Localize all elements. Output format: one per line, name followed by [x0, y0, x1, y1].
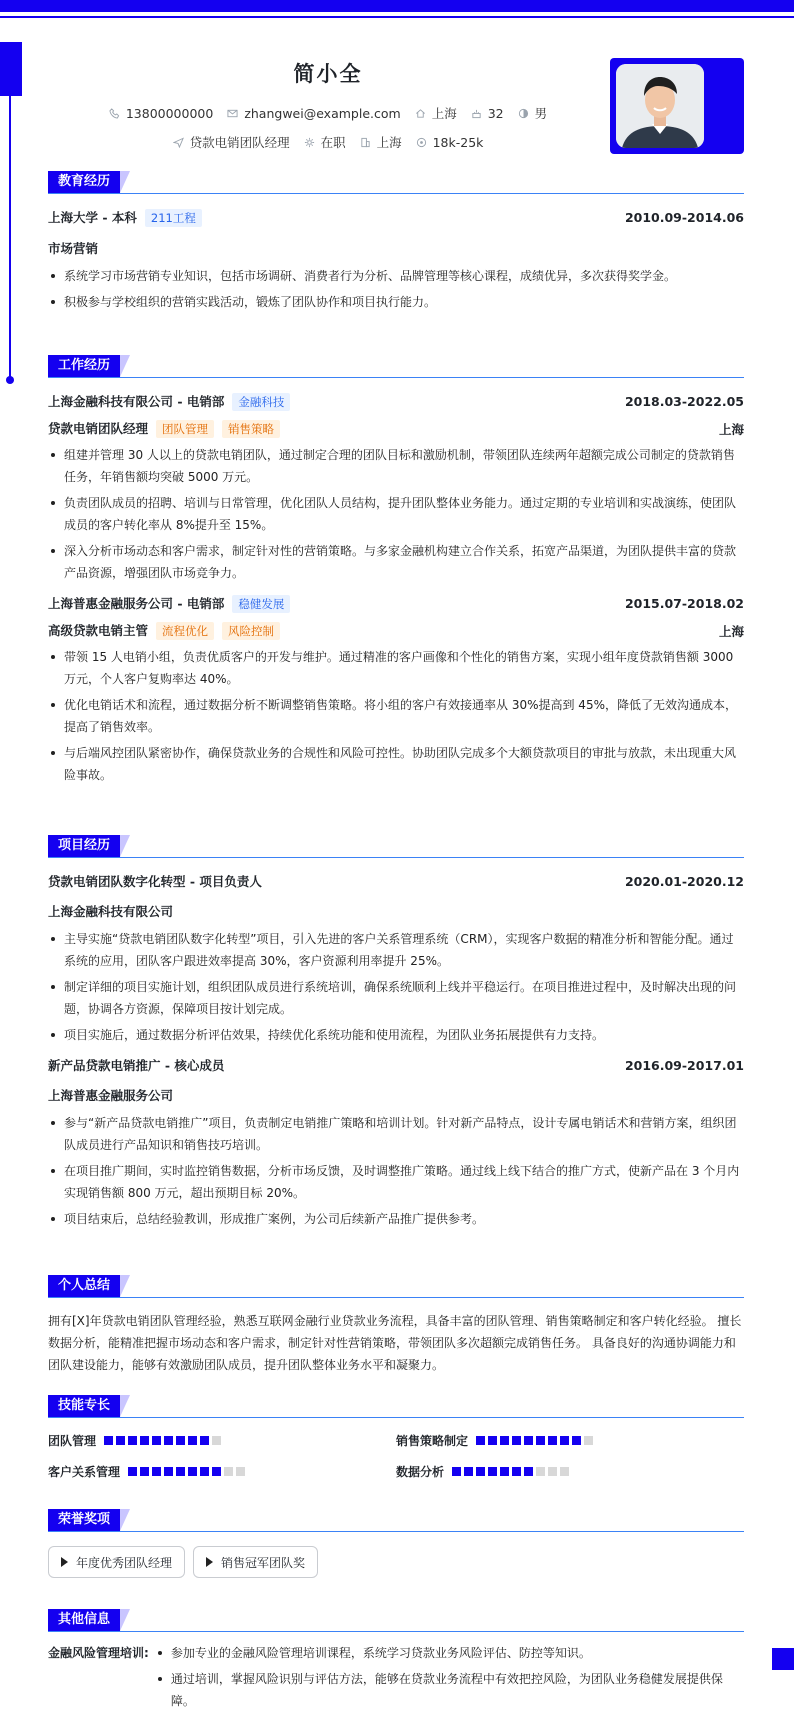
work-entry: [48, 594, 744, 786]
gender-text: 男: [534, 106, 548, 121]
list-item: 优化电销话术和流程，通过数据分析不断调整销售策略。将小组的客户有效接通率从 30%提高到 45%，降低了无效沟通成本，提高了销售效率。: [48, 694, 744, 738]
skills-grid: [48, 1432, 744, 1480]
work-entry-header: [48, 594, 744, 613]
right-accent-block: [772, 1648, 794, 1670]
skill-level-square: [176, 1467, 185, 1476]
gear-icon: [304, 137, 315, 148]
work-location: 上海: [718, 421, 744, 437]
top-accent-bar: [0, 0, 794, 12]
summary-text: 拥有[X]年贷款电销团队管理经验，熟悉互联网金融行业贷款业务流程，具备丰富的团队管理、销售策略制定和客户转化经验。 擅长数据分析，能精准把握市场动态和客户需求，制定针对性营销策略，带领团队多次超额完成销售任务。 具备良好的沟通协调能力和团队建设能力，能够有效激励团队成员，提升团队整体业务水平和凝聚力。: [48, 1314, 742, 1372]
skill-level-square: [464, 1467, 473, 1476]
project-company: 上海金融科技有限公司: [48, 904, 174, 919]
other-label: 金融风险管理培训:: [48, 1646, 149, 1660]
skill-level-bar: [476, 1436, 593, 1445]
skill-level-bar: [128, 1467, 245, 1476]
role-tag: 流程优化: [156, 622, 214, 640]
coin-icon: [416, 137, 427, 148]
skill-item: [48, 1463, 396, 1480]
other-title: 其他信息: [48, 1609, 120, 1631]
skill-item: [396, 1463, 744, 1480]
salary-text: 18k-25k: [432, 134, 484, 150]
project-date: 2020.01-2020.12: [624, 873, 744, 889]
skill-level-square: [188, 1436, 197, 1445]
play-icon: [61, 1557, 68, 1567]
skill-level-square: [212, 1436, 221, 1445]
work-bullets: [48, 444, 744, 584]
skills-heading: [48, 1394, 744, 1418]
top-accent-line: [0, 16, 794, 18]
project-date: 2016.09-2017.01: [624, 1057, 744, 1073]
skill-level-bar: [452, 1467, 569, 1476]
section-divider: [48, 1631, 744, 1632]
award-badge: [193, 1546, 318, 1578]
work-location: 上海: [718, 623, 744, 639]
left-accent-block: [0, 42, 22, 96]
school-tag: 211工程: [145, 209, 202, 227]
school-name: 上海大学 - 本科: [48, 210, 137, 225]
education-heading: [48, 170, 744, 194]
role-name: 贷款电销团队经理: [48, 421, 149, 436]
awards-title: 荣誉奖项: [48, 1509, 120, 1531]
status-info: [304, 133, 346, 151]
skill-level-square: [512, 1467, 521, 1476]
work-entry-header: [48, 392, 744, 411]
cake-icon: [471, 108, 482, 119]
section-divider: [48, 1531, 744, 1532]
profile-photo-frame: [610, 58, 744, 154]
contact-row: [48, 102, 608, 124]
list-item: 深入分析市场动态和客户需求，制定针对性的营销策略。与多家金融机构建立合作关系，拓宽产品渠道，为团队提供丰富的贷款产品资源，增强团队市场竞争力。: [48, 540, 744, 584]
list-item: 项目实施后，通过数据分析评估效果，持续优化系统功能和使用流程，为团队业务拓展提供有力支持。: [48, 1024, 744, 1046]
skill-level-square: [512, 1436, 521, 1445]
list-item: 在项目推广期间，实时监控销售数据，分析市场反馈，及时调整推广策略。通过线上线下结合的推广方式，使新产品在 3 个月内实现销售额 800 万元，超出预期目标 20%。: [48, 1160, 744, 1204]
section-divider: [48, 193, 744, 194]
skill-level-square: [176, 1436, 185, 1445]
skill-level-square: [200, 1436, 209, 1445]
award-badge: [48, 1546, 185, 1578]
skill-level-square: [584, 1436, 593, 1445]
salary-info: [416, 135, 484, 150]
education-section: [48, 170, 744, 317]
skill-level-square: [140, 1436, 149, 1445]
list-item: 与后端风控团队紧密协作，确保贷款业务的合规性和风险可控性。协助团队完成多个大额贷款项目的审批与放款，未出现重大风险事故。: [48, 742, 744, 786]
phone-text: 13800000000: [125, 105, 214, 121]
school-line: [48, 208, 202, 227]
company-name: 上海金融科技有限公司 - 电销部: [48, 394, 225, 409]
skill-level-square: [560, 1467, 569, 1476]
work-date: 2015.07-2018.02: [624, 596, 744, 611]
skill-level-square: [476, 1436, 485, 1445]
work-entry: [48, 392, 744, 584]
major-name: 市场营销: [48, 241, 99, 256]
list-item: 组建并管理 30 人以上的贷款电销团队，通过制定合理的团队目标和激励机制，带领团队连续两年超额完成公司制定的贷款销售任务，年销售额均突破 5000 万元。: [48, 444, 744, 488]
left-timeline-line: [9, 96, 11, 378]
job-city-info: [360, 133, 402, 151]
skill-level-square: [128, 1436, 137, 1445]
list-item: 负责团队成员的招聘、培训与日常管理，优化团队人员结构，提升团队整体业务能力。通过定期的专业培训和实战演练，使团队成员的客户转化率从 8%提升至 15%。: [48, 492, 744, 536]
list-item: 项目结束后，总结经验教训，形成推广案例，为公司后续新产品推广提供参考。: [48, 1208, 744, 1230]
job-row: [48, 131, 608, 153]
profile-photo: [616, 64, 704, 148]
project-bullets: [48, 928, 744, 1046]
skill-level-square: [212, 1467, 221, 1476]
status-text: 在职: [320, 135, 346, 150]
project-name: 贷款电销团队数字化转型 - 项目负责人: [48, 874, 262, 889]
work-section: [48, 354, 744, 790]
skill-name: 团队管理: [48, 1434, 97, 1448]
skill-level-square: [236, 1467, 245, 1476]
skill-level-square: [524, 1436, 533, 1445]
role-row: [48, 621, 744, 640]
company-name: 上海普惠金融服务公司 - 电销部: [48, 596, 225, 611]
section-divider: [48, 377, 744, 378]
skill-item: [396, 1432, 744, 1449]
project-company: 上海普惠金融服务公司: [48, 1088, 174, 1103]
work-title: 工作经历: [48, 355, 120, 377]
project-name: 新产品贷款电销推广 - 核心成员: [48, 1058, 225, 1073]
home-icon: [415, 108, 426, 119]
education-date: 2010.09-2014.06: [624, 210, 744, 225]
awards-list: [48, 1546, 744, 1578]
email-text: zhangwei@example.com: [244, 105, 401, 121]
job-city-text: 上海: [376, 135, 402, 150]
company-line: [48, 392, 290, 411]
education-entry-header: [48, 208, 744, 227]
section-divider: [48, 857, 744, 858]
skills-section: [48, 1394, 744, 1480]
email-info: [227, 106, 400, 121]
skills-title: 技能专长: [48, 1395, 120, 1417]
mail-icon: [227, 108, 238, 119]
skill-level-square: [224, 1467, 233, 1476]
list-item: 带领 15 人电销小组，负责优质客户的开发与维护。通过精准的客户画像和个性化的销售方案，实现小组年度贷款销售额 3000 万元，个人客户复购率达 40%。: [48, 646, 744, 690]
list-item: 系统学习市场营销专业知识，包括市场调研、消费者行为分析、品牌管理等核心课程，成绩优异，多次获得奖学金。: [48, 265, 744, 287]
skill-level-square: [188, 1467, 197, 1476]
work-date: 2018.03-2022.05: [624, 394, 744, 409]
skill-level-square: [152, 1467, 161, 1476]
resume-header: [48, 58, 608, 160]
projects-title: 项目经历: [48, 835, 120, 857]
skill-level-square: [164, 1436, 173, 1445]
skill-level-square: [500, 1436, 509, 1445]
company-line: [48, 594, 290, 613]
skill-level-square: [152, 1436, 161, 1445]
list-item: 参加专业的金融风险管理培训课程，系统学习贷款业务风险评估、防控等知识。: [155, 1642, 744, 1664]
skill-level-square: [500, 1467, 509, 1476]
skill-level-square: [572, 1436, 581, 1445]
summary-section: [48, 1274, 744, 1376]
project-entry-header: [48, 872, 744, 890]
list-item: 制定详细的项目实施计划，组织团队成员进行系统培训，确保系统顺利上线并平稳运行。在项目推进过程中，及时解决出现的问题，协调各方资源，保障项目按计划完成。: [48, 976, 744, 1020]
other-heading: [48, 1608, 744, 1632]
phone-info: [109, 106, 213, 121]
award-name: 年度优秀团队经理: [76, 1555, 173, 1570]
company-tag: 稳健发展: [232, 595, 290, 613]
skill-name: 客户关系管理: [48, 1465, 121, 1479]
list-item: 参与“新产品贷款电销推广”项目，负责制定电销推广策略和培训计划。针对新产品特点，设计专属电销话术和营销方案，组织团队成员进行产品知识和销售技巧培训。: [48, 1112, 744, 1156]
skill-level-square: [116, 1436, 125, 1445]
list-item: 主导实施“贷款电销团队数字化转型”项目，引入先进的客户关系管理系统（CRM），实现客户数据的精准分析和智能分配。通过系统的应用，团队客户跟进效率提高 30%，客户资源利用率提升 25%。: [48, 928, 744, 972]
gender-icon: [518, 108, 529, 119]
role-name: 高级贷款电销主管: [48, 623, 149, 638]
age-info: [471, 106, 504, 121]
send-icon: [173, 137, 184, 148]
skill-level-square: [548, 1467, 557, 1476]
skill-item: [48, 1432, 396, 1449]
project-entry: [48, 1056, 744, 1230]
candidate-name: 简小全: [293, 62, 363, 86]
other-entry: [48, 1642, 744, 1716]
education-bullets: [48, 265, 744, 313]
project-entry: [48, 872, 744, 1046]
award-name: 销售冠军团队奖: [221, 1555, 306, 1570]
list-item: 积极参与学校组织的营销实践活动，锻炼了团队协作和项目执行能力。: [48, 291, 744, 313]
section-divider: [48, 1417, 744, 1418]
work-bullets: [48, 646, 744, 786]
skill-level-square: [128, 1467, 137, 1476]
city-info: [415, 104, 457, 122]
role-tag: 团队管理: [156, 420, 214, 438]
age-text: 32: [487, 105, 504, 121]
skill-level-square: [548, 1436, 557, 1445]
role-line: [48, 419, 280, 438]
projects-section: [48, 834, 744, 1234]
project-bullets: [48, 1112, 744, 1230]
role-line: [48, 621, 280, 640]
awards-section: [48, 1508, 744, 1578]
skill-name: 销售策略制定: [396, 1434, 469, 1448]
skill-level-square: [140, 1467, 149, 1476]
summary-title: 个人总结: [48, 1275, 120, 1297]
gender-info: [518, 104, 548, 122]
skill-level-square: [560, 1436, 569, 1445]
skill-level-square: [524, 1467, 533, 1476]
role-row: [48, 419, 744, 438]
skill-level-square: [104, 1436, 113, 1445]
section-divider: [48, 1297, 744, 1298]
skill-level-square: [476, 1467, 485, 1476]
play-icon: [206, 1557, 213, 1567]
city-text: 上海: [431, 106, 457, 121]
other-section: [48, 1608, 744, 1716]
education-title: 教育经历: [48, 171, 120, 193]
skill-level-square: [200, 1467, 209, 1476]
left-timeline-dot: [6, 376, 14, 384]
list-item: 通过培训，掌握风险识别与评估方法，能够在贷款业务流程中有效把控风险，为团队业务稳健发展提供保障。: [155, 1668, 744, 1712]
job-title-info: [173, 133, 290, 151]
skill-name: 数据分析: [396, 1465, 445, 1479]
role-tag: 销售策略: [222, 420, 280, 438]
building-icon: [360, 137, 371, 148]
skill-level-square: [536, 1467, 545, 1476]
projects-heading: [48, 834, 744, 858]
skill-level-square: [488, 1436, 497, 1445]
skill-level-square: [164, 1467, 173, 1476]
summary-heading: [48, 1274, 744, 1298]
work-heading: [48, 354, 744, 378]
job-title-text: 贷款电销团队经理: [189, 135, 290, 150]
role-tag: 风险控制: [222, 622, 280, 640]
skill-level-bar: [104, 1436, 221, 1445]
project-entry-header: [48, 1056, 744, 1074]
skill-level-square: [536, 1436, 545, 1445]
other-bullets: [155, 1642, 744, 1716]
skill-level-square: [488, 1467, 497, 1476]
company-tag: 金融科技: [232, 393, 290, 411]
phone-icon: [109, 108, 120, 119]
awards-heading: [48, 1508, 744, 1532]
skill-level-square: [452, 1467, 461, 1476]
